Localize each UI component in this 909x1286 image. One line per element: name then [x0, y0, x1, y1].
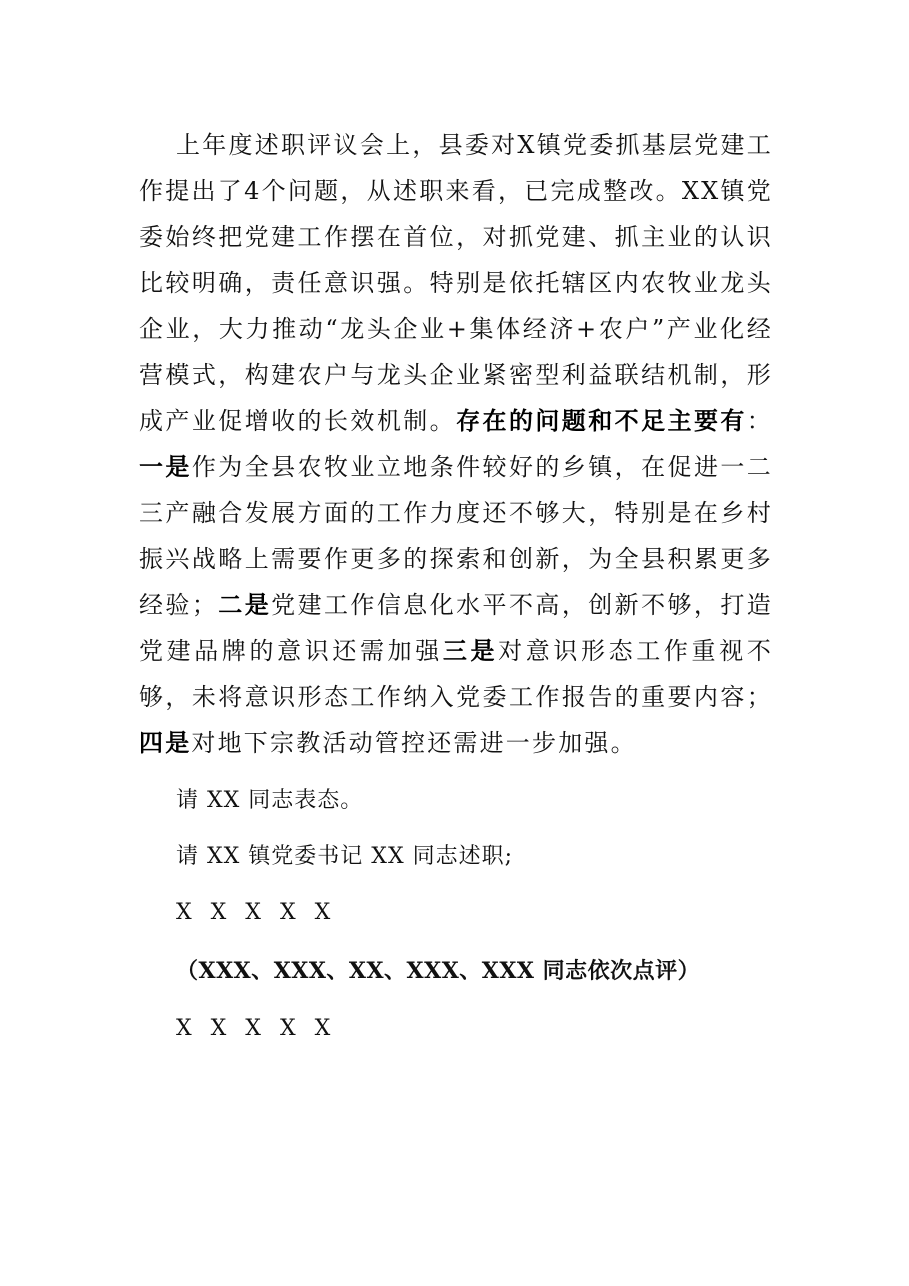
issues-colon: ：: [746, 407, 773, 435]
issue-1-text: 作为全县农牧业立地条件较好的乡镇，在促进一二三产融合发展方面的工作力度还不够大，特别是在乡村振兴战略上需要作更多的探索和创新，为全县积累更多经验；: [139, 453, 773, 619]
issue-1-label: 一是: [139, 452, 192, 481]
evaluation-paragraph: [139, 122, 773, 766]
issue-2-label: 二是: [218, 590, 272, 619]
placeholder-line-2: X X X X X: [176, 1016, 337, 1041]
issue-4-text: 对地下宗教活动管控还需进一步加强。: [191, 729, 637, 757]
issue-2-text: 党建工作信息化水平不高，创新不够，打造党建品牌的意识还需加强: [139, 591, 773, 665]
paragraph-intro: 上年度述职评议会上，县委对X镇党委抓基层党建工作提出了4个问题，从述职来看，已完成整改。XX镇党委始终把党建工作摆在首位，对抓党建、抓主业的认识比较明确，责任意识强。特别是依托辖区内农牧业龙头企业，大力推动“龙头企业+集体经济+农户”产业化经营模式，构建农户与龙头企业紧密型利益联结机制，形成产业促增收的长效机制。: [139, 131, 773, 435]
statement-request-line: 请 XX 同志表态。: [176, 788, 364, 813]
report-request-line: 请 XX 镇党委书记 XX 同志述职;: [176, 844, 514, 869]
review-order-line: （XXX、XXX、XX、XXX、XXX 同志依次点评）: [176, 958, 701, 984]
document-page: [139, 122, 773, 1052]
issue-3-text: 对意识形态工作重视不够，未将意识形态工作纳入党委工作报告的重要内容；: [139, 637, 774, 711]
issue-4-label: 四是: [139, 728, 192, 757]
issues-heading: 存在的问题和不足主要有: [456, 406, 747, 435]
placeholder-line-1: X X X X X: [176, 900, 337, 925]
issue-3-label: 三是: [442, 636, 499, 665]
